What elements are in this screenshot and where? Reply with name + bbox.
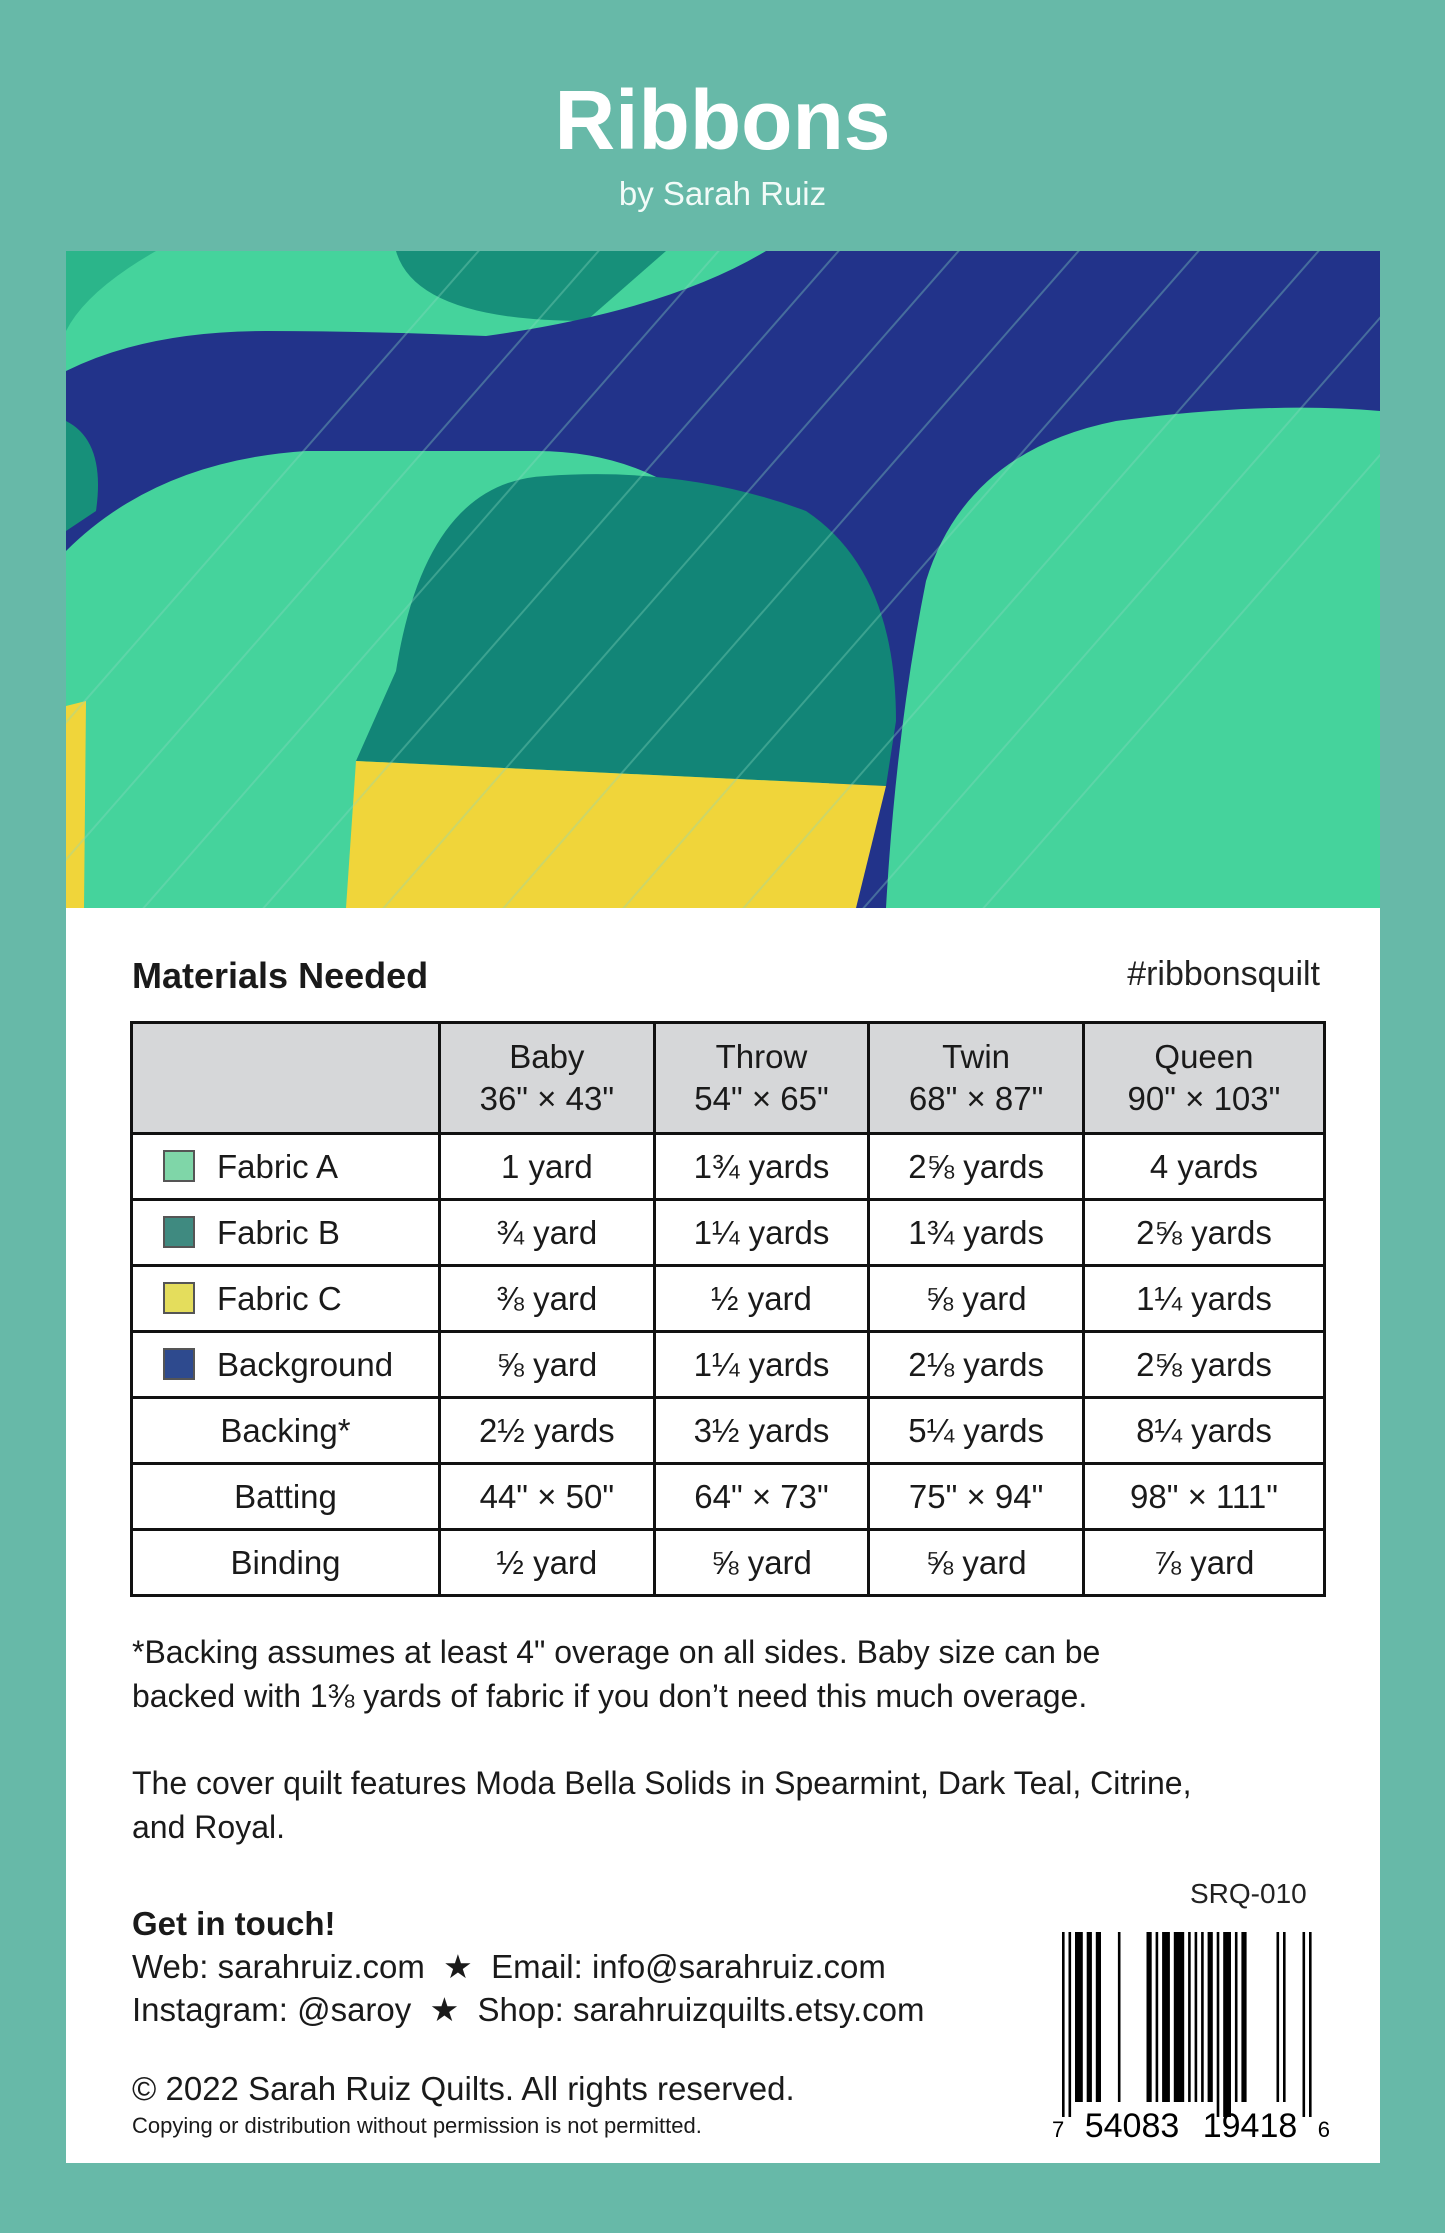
color-swatch-icon (163, 1282, 195, 1314)
quantity-cell: ½ yard (654, 1266, 869, 1332)
header-queen (1083, 1023, 1324, 1134)
quantity-cell: 2⅝ yards (869, 1134, 1084, 1200)
quantity-cell: 44" × 50" (440, 1464, 655, 1530)
quantity-cell: 1¾ yards (869, 1200, 1084, 1266)
size-name: Twin (942, 1038, 1011, 1075)
color-swatch-icon (163, 1348, 195, 1380)
size-name: Queen (1154, 1038, 1254, 1075)
row-label-text: Fabric B (217, 1213, 340, 1251)
quantity-cell: 3½ yards (654, 1398, 869, 1464)
barcode-bar (1162, 1932, 1170, 2102)
barcode-bar (1118, 1932, 1121, 2102)
row-label-text: Fabric C (217, 1279, 342, 1317)
quilt-photo (66, 251, 1380, 908)
header-baby (440, 1023, 655, 1134)
table-row (132, 1332, 1325, 1398)
barcode (1040, 1932, 1340, 2142)
web-link[interactable]: Web: sarahruiz.com (132, 1948, 425, 1985)
quantity-cell: 8¼ yards (1083, 1398, 1324, 1464)
quantity-cell: 1 yard (440, 1134, 655, 1200)
header-empty-cell (132, 1023, 440, 1134)
cover-fabric-note (132, 1761, 1332, 1849)
row-label (132, 1332, 440, 1398)
table-row (132, 1134, 1325, 1200)
quantity-cell: 1¼ yards (654, 1200, 869, 1266)
footnote-line: backed with 1⅜ yards of fabric if you don’t need this much overage. (132, 1678, 1088, 1714)
row-label-text: Fabric A (217, 1147, 339, 1185)
quantity-cell: ⅝ yard (869, 1530, 1084, 1596)
email-link[interactable]: Email: info@sarahruiz.com (491, 1948, 886, 1985)
row-label (132, 1530, 440, 1596)
copyright: © 2022 Sarah Ruiz Quilts. All rights reserved. (132, 2070, 795, 2107)
quantity-cell: ⅝ yard (440, 1332, 655, 1398)
row-label-text: Backing* (220, 1411, 351, 1449)
quantity-cell: ¾ yard (440, 1200, 655, 1266)
row-label-text: Background (217, 1345, 394, 1383)
quantity-cell: 64" × 73" (654, 1464, 869, 1530)
star-separator-icon: ★ (429, 1991, 460, 2028)
row-label (132, 1266, 440, 1332)
barcode-bar (1174, 1932, 1184, 2102)
product-sku: SRQ-010 (1190, 1878, 1307, 1909)
quantity-cell: 1¾ yards (654, 1134, 869, 1200)
quantity-cell: 5¼ yards (869, 1398, 1084, 1464)
barcode-bar (1208, 1932, 1213, 2102)
barcode-bar (1277, 1932, 1280, 2102)
barcode-bar (1195, 1932, 1198, 2102)
table-row (132, 1200, 1325, 1266)
instagram-link[interactable]: Instagram: @saroy (132, 1991, 412, 2028)
quantity-cell: 2⅛ yards (869, 1332, 1084, 1398)
barcode-bar (1147, 1932, 1152, 2102)
contact-info (132, 1902, 924, 2031)
quantity-cell: ⅞ yard (1083, 1530, 1324, 1596)
row-label (132, 1464, 440, 1530)
barcode-bar (1303, 1932, 1306, 2117)
barcode-digits: 19418 (1202, 2107, 1298, 2142)
pattern-title: Ribbons (554, 73, 891, 167)
size-dimensions: 54" × 65" (694, 1080, 829, 1117)
barcode-bar (1201, 1932, 1204, 2102)
quantity-cell: 1¼ yards (1083, 1266, 1324, 1332)
size-name: Baby (509, 1038, 585, 1075)
barcode-bar (1283, 1932, 1286, 2102)
quantity-cell: 2½ yards (440, 1398, 655, 1464)
table-row (132, 1530, 1325, 1596)
barcode-bar (1075, 1932, 1083, 2102)
designer-byline: by Sarah Ruiz (618, 175, 827, 212)
note-line: and Royal. (132, 1809, 285, 1845)
materials-heading: Materials Needed (132, 955, 429, 996)
quantity-cell: 2⅝ yards (1083, 1332, 1324, 1398)
barcode-bar (1223, 1932, 1231, 2117)
quantity-cell: 1¼ yards (654, 1332, 869, 1398)
table-row (132, 1464, 1325, 1530)
star-separator-icon: ★ (443, 1948, 473, 1985)
size-name: Throw (715, 1038, 808, 1075)
barcode-bar (1087, 1932, 1092, 2102)
shop-link[interactable]: Shop: sarahruizquilts.etsy.com (477, 1991, 925, 2028)
size-dimensions: 36" × 43" (479, 1080, 615, 1117)
row-label-text: Binding (230, 1543, 341, 1581)
barcode-bar (1235, 1932, 1238, 2102)
quantity-cell: ⅜ yard (440, 1266, 655, 1332)
row-label-text: Batting (234, 1477, 337, 1515)
header-twin (869, 1023, 1084, 1134)
materials-table (130, 1021, 1326, 1597)
barcode-digits: 54083 (1084, 2107, 1180, 2142)
barcode-bar (1309, 1932, 1312, 2117)
barcode-bar (1069, 1932, 1072, 2117)
quantity-cell: 4 yards (1083, 1134, 1324, 1200)
barcode-digits: 6 (1317, 2117, 1330, 2142)
table-header-row (132, 1023, 1325, 1134)
row-label (132, 1200, 440, 1266)
barcode-bar (1241, 1932, 1246, 2102)
barcode-bar (1156, 1932, 1159, 2102)
row-label (132, 1398, 440, 1464)
row-label (132, 1134, 440, 1200)
quantity-cell: ⅝ yard (869, 1266, 1084, 1332)
quantity-cell: 75" × 94" (869, 1464, 1084, 1530)
quantity-cell: 2⅝ yards (1083, 1200, 1324, 1266)
color-swatch-icon (163, 1150, 195, 1182)
size-dimensions: 90" × 103" (1127, 1080, 1281, 1117)
quantity-cell: ½ yard (440, 1530, 655, 1596)
barcode-bar (1188, 1932, 1191, 2102)
hashtag: #ribbonsquilt (1127, 955, 1320, 993)
header-throw (654, 1023, 869, 1134)
barcode-digits: 7 (1052, 2117, 1065, 2142)
quantity-cell: ⅝ yard (654, 1530, 869, 1596)
copy-notice: Copying or distribution without permission is not permitted. (132, 2113, 702, 2138)
table-row (132, 1398, 1325, 1464)
footnote-line: *Backing assumes at least 4" overage on all sides. Baby size can be (132, 1634, 1101, 1670)
size-dimensions: 68" × 87" (908, 1080, 1044, 1117)
color-swatch-icon (163, 1216, 195, 1248)
barcode-bar (1096, 1932, 1101, 2102)
backing-footnote (132, 1630, 1332, 1718)
contact-heading: Get in touch! (132, 1905, 336, 1942)
quantity-cell: 98" × 111" (1083, 1464, 1324, 1530)
note-line: The cover quilt features Moda Bella Solids in Spearmint, Dark Teal, Citrine, (132, 1765, 1192, 1801)
barcode-bar (1217, 1932, 1220, 2117)
barcode-bar (1062, 1932, 1065, 2117)
table-row (132, 1266, 1325, 1332)
